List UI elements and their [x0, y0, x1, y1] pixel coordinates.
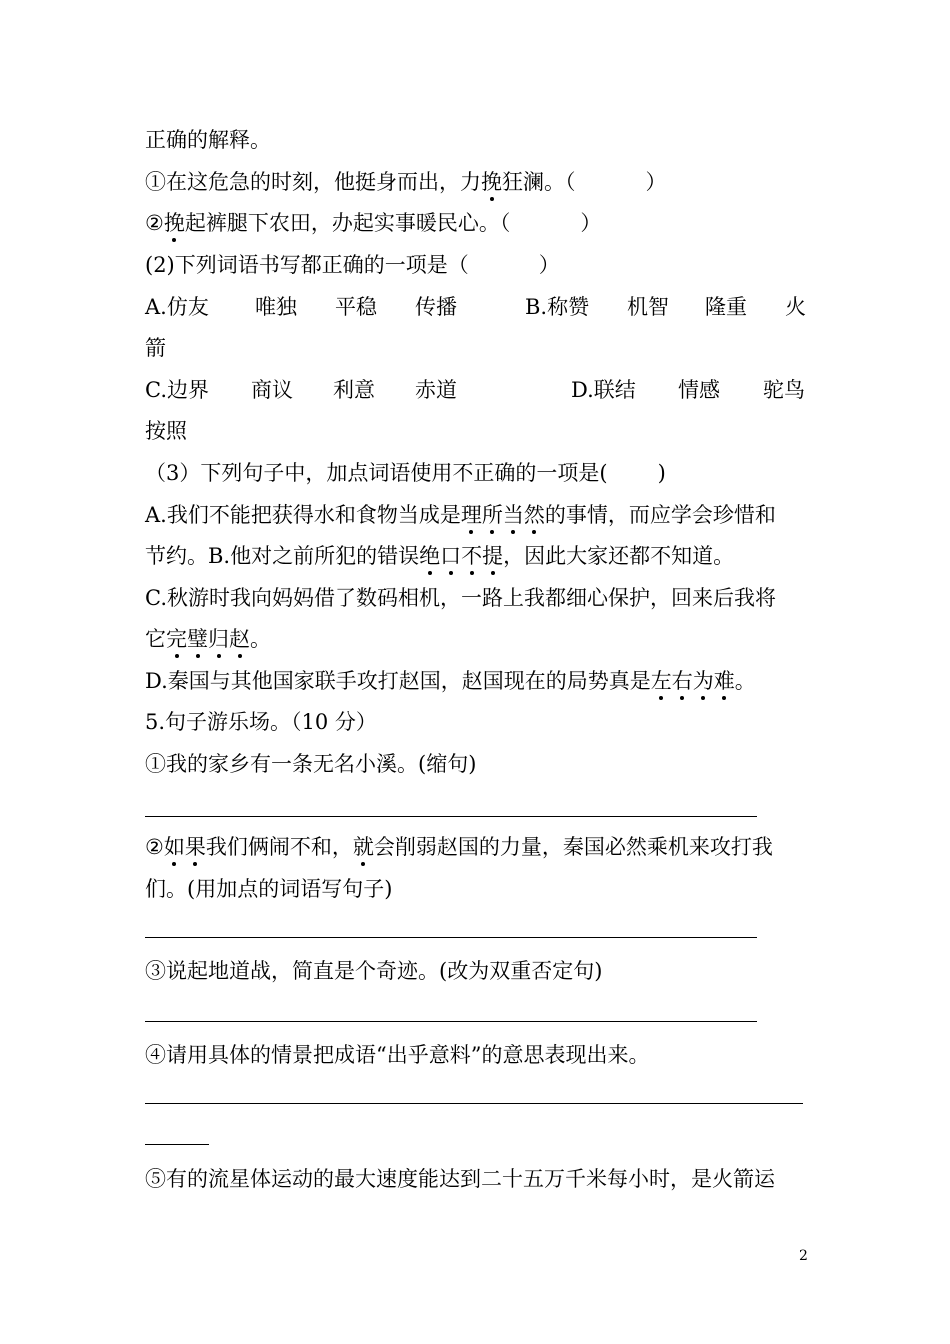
- emphasis-char: 归: [208, 624, 229, 654]
- line-text: 们。(用加点的词语写句子): [145, 877, 393, 901]
- line-text: （3）下列句子中，加点词语使用不正确的一项是(: [145, 461, 608, 485]
- option-word: 情感: [678, 378, 720, 402]
- line-text: 它: [145, 627, 166, 651]
- option-a-sentence: [145, 500, 776, 530]
- option-c-sentence: [145, 583, 776, 613]
- line-text: 5.句子游乐场。（10 分）: [145, 710, 377, 734]
- text-line-1: [145, 125, 271, 155]
- text-line-6: [145, 333, 166, 363]
- line-text: 节约。B.他对之前所犯的错误: [145, 544, 420, 568]
- emphasis-char: 当: [503, 500, 524, 530]
- emphasis-char: 如: [164, 832, 185, 862]
- emphasis-char: 所: [482, 500, 503, 530]
- option-word: 商议: [251, 378, 293, 402]
- line-text: 箭: [145, 336, 166, 360]
- sentence-task-3: [145, 956, 602, 986]
- line-text: 起裤腿下农田，办起实事暖民心。（: [184, 211, 511, 235]
- line-text: ，因此大家还都不知道。: [503, 544, 735, 568]
- text-line-13: [145, 624, 271, 654]
- option-word: 火: [785, 295, 806, 319]
- option-word: 隆重: [705, 295, 747, 319]
- emphasis-char: 果: [185, 832, 206, 862]
- option-word: 平稳: [335, 295, 377, 319]
- option-word: 传播: [415, 295, 457, 319]
- option-word: D.联结: [571, 378, 636, 402]
- emphasis-char: 完: [166, 624, 187, 654]
- line-text: ): [657, 461, 666, 485]
- sentence-task-2: [145, 832, 773, 862]
- option-word: 赤道: [415, 378, 457, 402]
- line-text: ④请用具体的情景把成语“出乎意料”的意思表现出来。: [145, 1043, 650, 1067]
- emphasis-char: 然: [524, 500, 545, 530]
- line-text: 。: [734, 669, 756, 693]
- emphasis-char: 挽: [481, 167, 502, 197]
- line-text: 我们俩闹不和，: [205, 835, 353, 859]
- option-word: C.边界: [145, 378, 209, 402]
- page-number: 2: [799, 1248, 808, 1264]
- sentence-task-1: [145, 749, 476, 779]
- emphasis-char: 左: [651, 666, 672, 696]
- text-line-3: [145, 208, 601, 238]
- sentence-task-4: [145, 1040, 649, 1070]
- emphasis-char: 不: [461, 541, 482, 571]
- line-text: 正确的解释。: [145, 128, 271, 152]
- line-text: ②: [145, 835, 164, 859]
- option-word: 驼鸟: [763, 378, 805, 402]
- line-text: ）: [645, 170, 667, 194]
- emphasis-char: 为: [693, 666, 714, 696]
- answer-line-3[interactable]: [145, 1021, 757, 1022]
- answer-line-1[interactable]: [145, 816, 757, 817]
- emphasis-char: 右: [672, 666, 693, 696]
- line-text: ①在这危急的时刻，他挺身而出，力: [145, 170, 481, 194]
- emphasis-char: 口: [440, 541, 461, 571]
- line-text: C.秋游时我向妈妈借了数码相机，一路上我都细心保护，回来后我将: [145, 586, 776, 610]
- line-text: 。: [250, 627, 271, 651]
- line-text: A.我们不能把获得水和食物当成是: [145, 503, 461, 527]
- text-line-8: [145, 416, 187, 446]
- line-text: 按照: [145, 419, 187, 443]
- emphasis-char: 难: [714, 666, 735, 696]
- option-word: B.称赞: [525, 295, 590, 319]
- option-word: 利意: [333, 378, 375, 402]
- question-3: [145, 458, 666, 488]
- line-text: ⑤有的流星体运动的最大速度能达到二十五万千米每小时，是火箭运: [145, 1167, 775, 1191]
- option-d-sentence: [145, 666, 756, 696]
- line-text: D.秦国与其他国家联手攻打赵国，赵国现在的局势真是: [145, 669, 651, 693]
- line-text: ）: [538, 253, 560, 277]
- emphasis-char: 就: [353, 832, 374, 862]
- option-word: 唯独: [255, 295, 297, 319]
- line-text: ①我的家乡有一条无名小溪。(缩句): [145, 752, 477, 776]
- answer-line-4[interactable]: [145, 1103, 803, 1104]
- option-b-sentence: [145, 541, 734, 571]
- sentence-task-5: [145, 1164, 775, 1194]
- line-text: ③说起地道战，简直是个奇迹。(改为双重否定句): [145, 959, 603, 983]
- emphasis-char: 赵: [229, 624, 250, 654]
- text-line-2: [145, 167, 667, 197]
- line-text: 狂澜。（: [502, 170, 576, 194]
- line-text: (2)下列词语书写都正确的一项是（: [145, 253, 469, 277]
- emphasis-char: 绝: [419, 541, 440, 571]
- option-word: A.仿友: [145, 295, 209, 319]
- emphasis-char: 璧: [187, 624, 208, 654]
- option-word: 机智: [627, 295, 669, 319]
- question-2: [145, 250, 560, 280]
- line-text: ②: [145, 211, 164, 235]
- answer-line-4-continued[interactable]: [145, 1144, 209, 1145]
- text-line-18: [145, 874, 392, 904]
- emphasis-char: 提: [482, 541, 503, 571]
- section-5-heading: [145, 707, 377, 737]
- line-text: 会削弱赵国的力量，秦国必然乘机来攻打我: [373, 835, 773, 859]
- line-text: ）: [580, 211, 602, 235]
- emphasis-char: 挽: [164, 208, 185, 238]
- answer-line-2[interactable]: [145, 937, 757, 938]
- emphasis-char: 理: [461, 500, 482, 530]
- line-text: 的事情，而应学会珍惜和: [544, 503, 776, 527]
